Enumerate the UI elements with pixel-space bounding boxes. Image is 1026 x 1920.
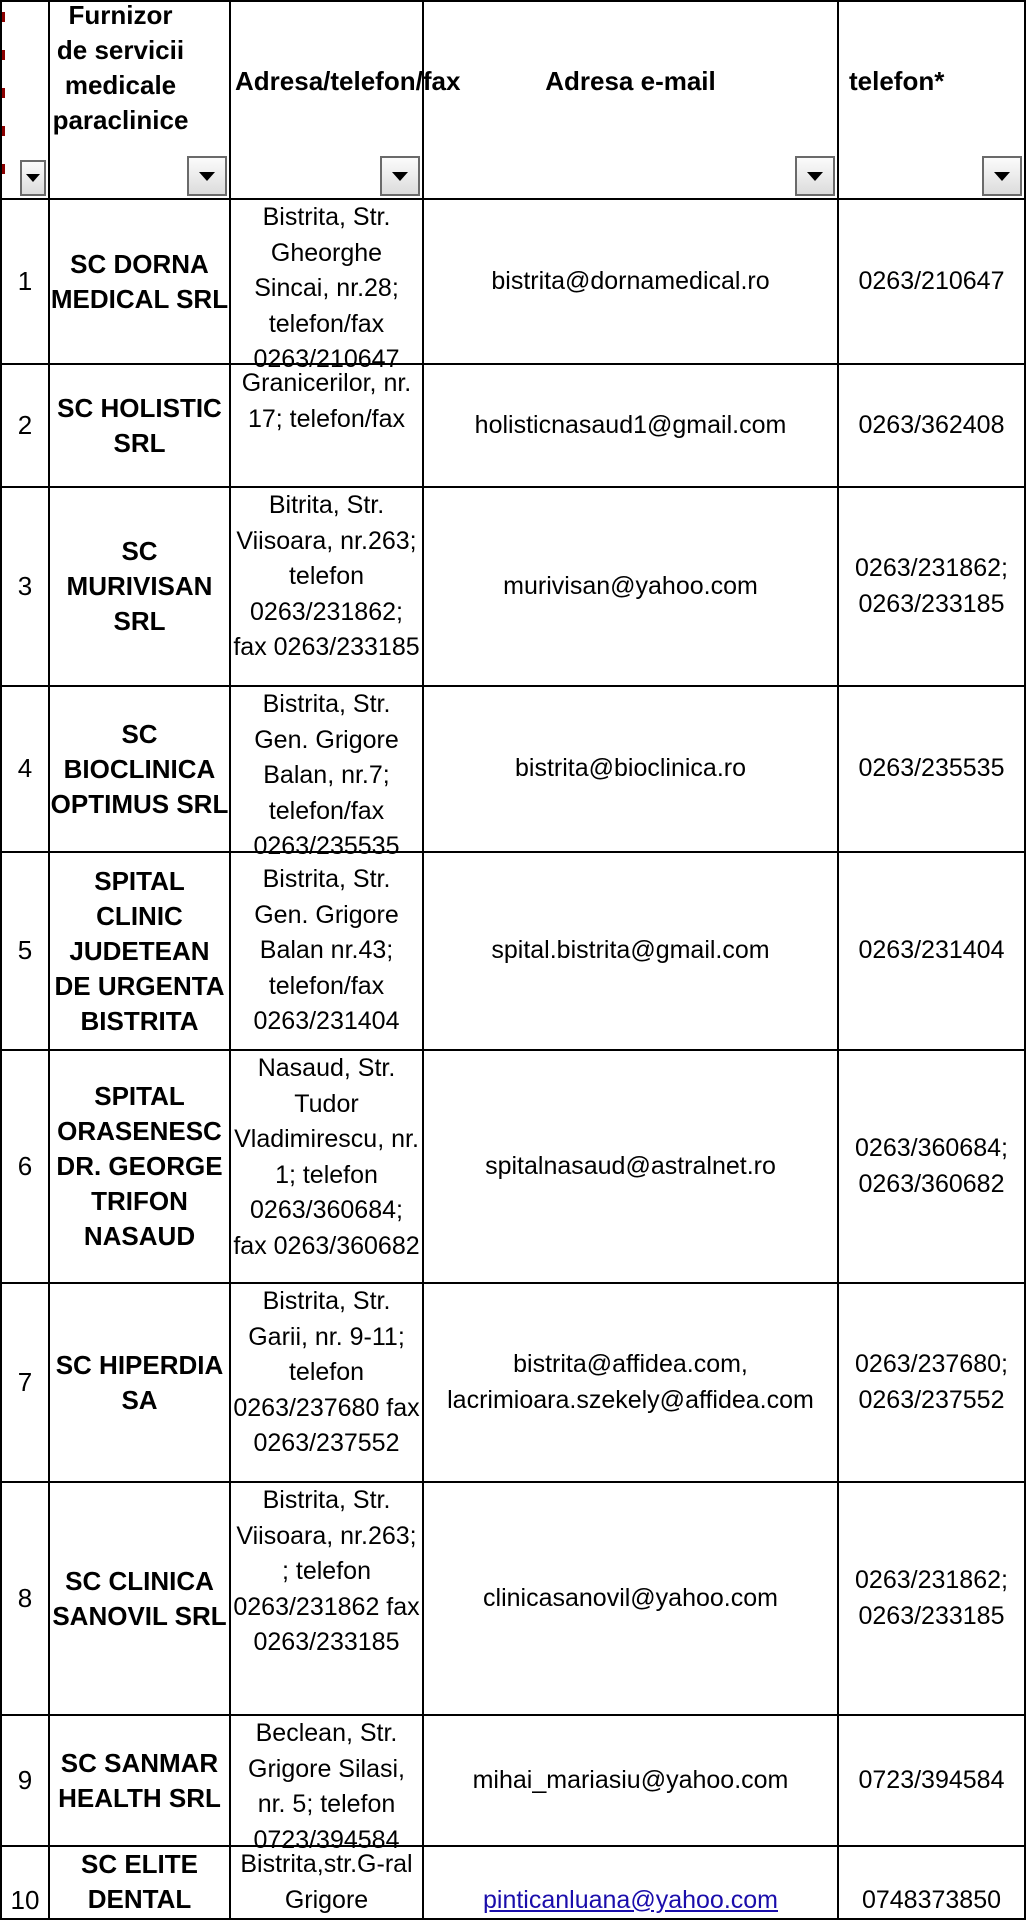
cell-nr[interactable]: 4 <box>1 686 49 852</box>
table-row <box>1 199 1025 364</box>
cell-provider[interactable]: SC BIOCLINICA OPTIMUS SRL <box>49 686 230 852</box>
cell-provider[interactable]: SC HOLISTIC SRL <box>49 364 230 487</box>
cell-email[interactable]: mihai_mariasiu@yahoo.com <box>423 1715 838 1846</box>
table-row <box>1 1283 1025 1482</box>
table-row <box>1 686 1025 852</box>
header-address[interactable] <box>230 1 461 199</box>
table-row <box>1 364 1025 487</box>
cell-email[interactable]: bistrita@dornamedical.ro <box>423 199 838 364</box>
cell-nr[interactable]: 10 <box>1 1846 49 1919</box>
cell-phone[interactable]: 0263/231862; 0263/233185 <box>838 487 1025 686</box>
cell-email[interactable]: bistrita@affidea.com, lacrimioara.szekely@affidea.com <box>423 1283 838 1482</box>
cell-email[interactable]: holisticnasaud1@gmail.com <box>423 364 838 487</box>
table-row <box>1 1715 1025 1846</box>
header-nr[interactable] <box>1 1 49 199</box>
cell-address-text: Bistrita,str.G-ral Grigore <box>240 1850 413 1914</box>
cell-address[interactable] <box>230 852 423 1050</box>
cell-provider[interactable]: SC CLINICA SANOVIL SRL <box>49 1482 230 1715</box>
dropdown-arrow-icon <box>807 172 823 181</box>
dropdown-arrow-icon <box>392 172 408 181</box>
header-email[interactable] <box>423 1 838 199</box>
cell-provider[interactable]: SC HIPERDIA SA <box>49 1283 230 1482</box>
cell-address[interactable] <box>230 364 423 487</box>
filter-button-email[interactable] <box>795 156 835 196</box>
header-row <box>1 1 1025 199</box>
cell-phone[interactable]: 0263/235535 <box>838 686 1025 852</box>
cell-address-text: Bistrita, Str. Gen. Grigore Balan nr.43; telefon/fax 0263/231404 <box>253 865 400 1036</box>
cell-address-text: Granicerilor, nr. 17; telefon/fax <box>241 369 412 433</box>
email-link[interactable]: pinticanluana@yahoo.com <box>482 1885 778 1914</box>
cell-nr[interactable]: 9 <box>1 1715 49 1846</box>
cell-provider[interactable]: SPITAL CLINIC JUDETEAN DE URGENTA BISTRITA <box>49 852 230 1050</box>
cell-phone[interactable]: 0748373850 <box>838 1846 1025 1919</box>
dropdown-arrow-icon <box>994 172 1010 181</box>
cell-nr[interactable]: 7 <box>1 1283 49 1482</box>
cell-nr[interactable]: 8 <box>1 1482 49 1715</box>
cell-address[interactable] <box>230 1482 423 1715</box>
cell-provider[interactable]: SC ELITE DENTAL <box>49 1846 230 1919</box>
table-row <box>1 1482 1025 1715</box>
cell-provider[interactable]: SC SANMAR HEALTH SRL <box>49 1715 230 1846</box>
filter-button-nr[interactable] <box>20 160 46 196</box>
cell-email[interactable]: bistrita@bioclinica.ro <box>423 686 838 852</box>
header-provider[interactable] <box>49 1 230 199</box>
cell-address[interactable] <box>230 1283 423 1482</box>
cell-provider[interactable]: SC MURIVISAN SRL <box>49 487 230 686</box>
cell-phone[interactable]: 0263/360684; 0263/360682 <box>838 1050 1025 1283</box>
cell-address[interactable] <box>230 199 423 373</box>
cell-provider[interactable]: SC DORNA MEDICAL SRL <box>49 199 230 364</box>
table-row <box>1 1846 1025 1919</box>
cell-address-text: Bistrita, Str. Garii, nr. 9-11; telefon 0263/237680 fax 0263/237552 <box>233 1287 420 1457</box>
cell-address[interactable] <box>230 1715 423 1854</box>
cell-address-text: Beclean, Str. Grigore Silasi, nr. 5; telefon 0723/394584 <box>248 1719 405 1854</box>
cell-address[interactable] <box>230 1050 423 1283</box>
dropdown-arrow-icon <box>26 174 40 182</box>
cell-phone[interactable]: 0263/362408 <box>838 364 1025 487</box>
cell-address[interactable] <box>230 487 423 686</box>
table-row <box>1 852 1025 1050</box>
cell-email[interactable]: clinicasanovil@yahoo.com <box>423 1482 838 1715</box>
cell-phone[interactable]: 0723/394584 <box>838 1715 1025 1846</box>
cell-phone[interactable]: 0263/231862; 0263/233185 <box>838 1482 1025 1715</box>
filter-button-provider[interactable] <box>187 156 227 196</box>
cell-address[interactable] <box>230 686 423 860</box>
cell-email[interactable] <box>423 1846 838 1919</box>
cell-email[interactable]: murivisan@yahoo.com <box>423 487 838 686</box>
cell-email[interactable]: spitalnasaud@astralnet.ro <box>423 1050 838 1283</box>
header-email-label: Adresa e-mail <box>545 66 716 96</box>
cell-address-text: Bitrita, Str. Viisoara, nr.263; telefon 0263/231862; fax 0263/233185 <box>233 491 420 661</box>
header-phone-label: telefon* <box>849 66 945 96</box>
cell-phone[interactable]: 0263/231404 <box>838 852 1025 1050</box>
cell-address-text: Bistrita, Str. Viisoara, nr.263; ; telefon 0263/231862 fax 0263/233185 <box>233 1486 420 1656</box>
cell-provider[interactable]: SPITAL ORASENESC DR. GEORGE TRIFON NASAUD <box>49 1050 230 1283</box>
header-provider-label: Furnizor de servicii medicale paraclinice <box>52 0 189 135</box>
cell-nr[interactable]: 3 <box>1 487 49 686</box>
cell-address-text: Bistrita, Str. Gheorghe Sincai, nr.28; telefon/fax 0263/210647 <box>253 203 400 373</box>
header-phone[interactable] <box>838 1 1025 199</box>
cell-nr[interactable]: 6 <box>1 1050 49 1283</box>
cell-nr[interactable]: 2 <box>1 364 49 487</box>
filter-button-phone[interactable] <box>982 156 1022 196</box>
cell-phone[interactable]: 0263/237680; 0263/237552 <box>838 1283 1025 1482</box>
cell-email[interactable]: spital.bistrita@gmail.com <box>423 852 838 1050</box>
cell-nr[interactable]: 5 <box>1 852 49 1050</box>
cell-nr[interactable]: 1 <box>1 199 49 364</box>
filter-button-address[interactable] <box>380 156 420 196</box>
dropdown-arrow-icon <box>199 172 215 181</box>
table-row <box>1 1050 1025 1283</box>
cell-address-text: Nasaud, Str. Tudor Vladimirescu, nr. 1; telefon 0263/360684; fax 0263/360682 <box>233 1054 420 1260</box>
cell-phone[interactable]: 0263/210647 <box>838 199 1025 364</box>
table-row <box>1 487 1025 686</box>
cell-address[interactable] <box>230 1846 423 1919</box>
header-address-label: Adresa/telefon/fax <box>235 66 461 96</box>
cell-address-text: Bistrita, Str. Gen. Grigore Balan, nr.7; telefon/fax 0263/235535 <box>253 690 400 860</box>
